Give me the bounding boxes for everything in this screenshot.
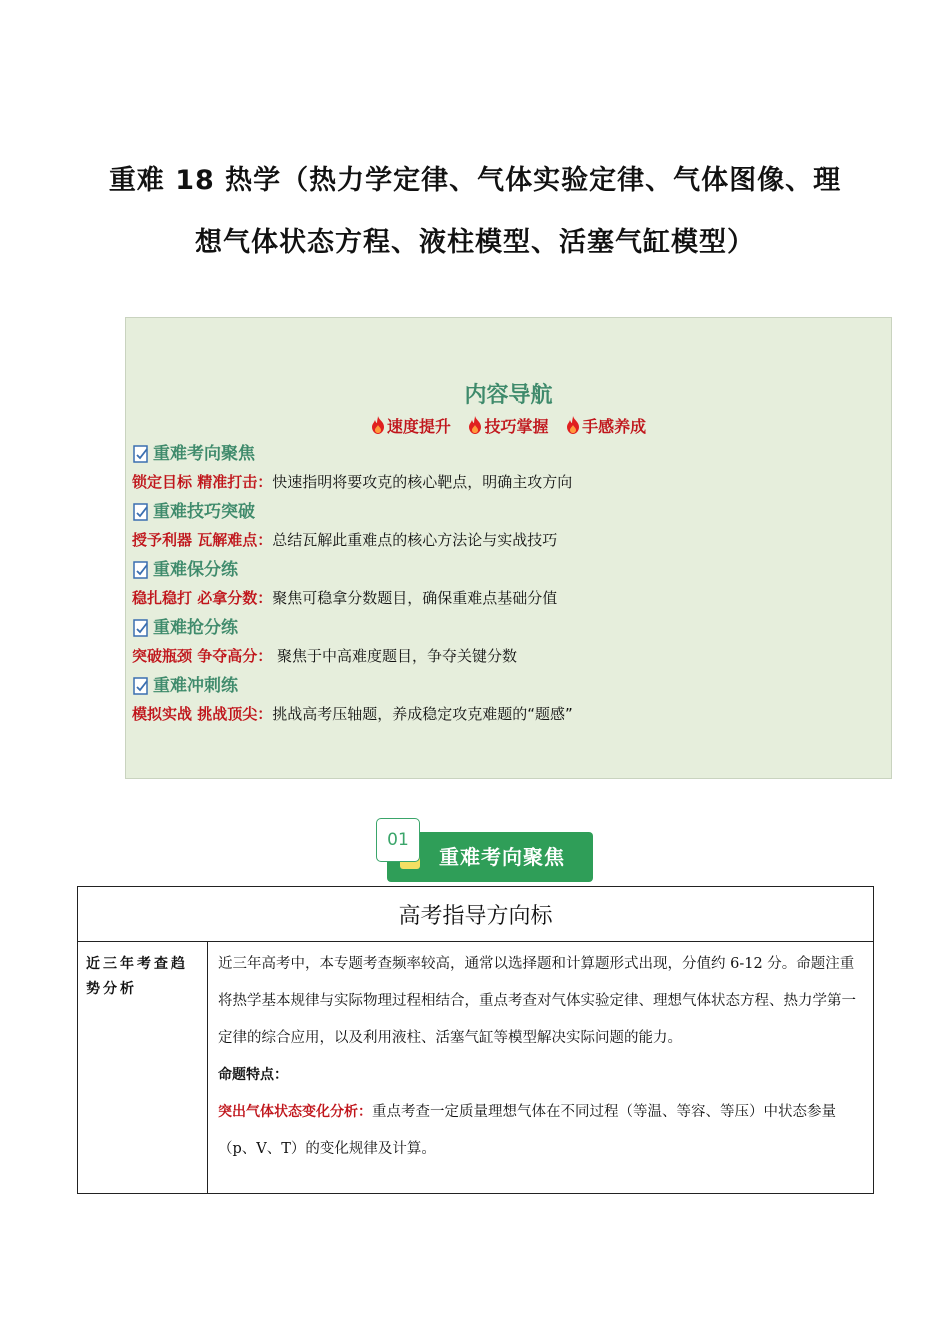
nav-section-description [132, 642, 872, 672]
nav-section-description [132, 584, 872, 614]
document-check-icon [132, 503, 150, 521]
row-label: 近三年考查趋势分析 [78, 942, 208, 1194]
section-highlight: 锁定目标 精准打击： [132, 473, 273, 491]
section-text: 总结瓦解此重难点的核心方法论与实战技巧 [272, 531, 558, 549]
guide-table [77, 886, 874, 1194]
section-highlight: 模拟实战 挑战顶尖： [132, 705, 273, 723]
table-row [78, 942, 874, 1194]
section-badge [376, 818, 596, 884]
content-navigation-box [125, 317, 892, 779]
nav-section-heading[interactable] [132, 440, 872, 468]
features-label: 命题特点： [218, 1067, 288, 1083]
nav-section-description [132, 526, 872, 556]
nav-section-description [132, 700, 872, 730]
document-check-icon [132, 445, 150, 463]
section-heading-label: 重难考向聚焦 [153, 444, 255, 464]
section-highlight: 稳扎稳打 必拿分数： [132, 589, 273, 607]
trend-paragraph: 近三年高考中，本专题考查频率较高，通常以选择题和计算题形式出现，分值约 6-12 分。命题注重将热学基本规律与实际物理过程相结合，重点考查对气体实验定律、理想气体状态方程、热力学第一定律的综合应用，以及利用液柱、活塞气缸等模型解决实际问题的能力。 [218, 956, 856, 1046]
section-text: 挑战高考压轴题，养成稳定攻克难题的“题感” [272, 705, 573, 723]
flame-icon [566, 416, 580, 434]
flame-icon [468, 416, 482, 434]
nav-section-heading[interactable] [132, 556, 872, 584]
nav-tag-skill [468, 417, 554, 436]
section-heading-label: 重难保分练 [153, 560, 238, 580]
title-line-1: 重难 18 热学（热力学定律、气体实验定律、气体图像、理 [108, 165, 842, 196]
section-highlight: 授予利器 瓦解难点： [132, 531, 273, 549]
nav-tag-label: 技巧掌握 [484, 417, 549, 436]
nav-tag-speed [371, 417, 457, 436]
nav-title: 内容导航 [464, 383, 553, 408]
section-text: 聚焦可稳拿分数题目，确保重难点基础分值 [272, 589, 558, 607]
section-highlight: 突破瓶颈 争夺高分： [132, 647, 273, 665]
nav-section-heading[interactable] [132, 498, 872, 526]
section-heading-label: 重难技巧突破 [153, 502, 255, 522]
nav-section-heading[interactable] [132, 672, 872, 700]
nav-sections [132, 440, 872, 730]
feature-highlight: 突出气体状态变化分析： [218, 1104, 372, 1120]
nav-tag-label: 手感养成 [582, 417, 647, 436]
table-header-row [78, 887, 874, 942]
section-text: 聚焦于中高难度题目，争夺关键分数 [272, 647, 518, 665]
badge-label: 重难考向聚焦 [439, 845, 565, 869]
nav-section-heading[interactable] [132, 614, 872, 642]
nav-tags [126, 414, 891, 437]
table-header: 高考指导方向标 [78, 887, 874, 942]
feature-text: 重点考查一定质量理想气体在不同过程（等温、等容、等压）中状态参量（p、V、T）的变化规律及计算。 [218, 1104, 836, 1157]
feature-item [218, 1094, 865, 1168]
section-heading-label: 重难冲刺练 [153, 676, 238, 696]
section-heading-label: 重难抢分练 [153, 618, 238, 638]
nav-tag-feel [566, 417, 646, 436]
nav-tag-label: 速度提升 [386, 417, 451, 436]
section-text: 快速指明将要攻克的核心靶点，明确主攻方向 [272, 473, 573, 491]
document-check-icon [132, 677, 150, 695]
document-title [60, 150, 890, 274]
document-check-icon [132, 619, 150, 637]
flame-icon [371, 416, 385, 434]
document-check-icon [132, 561, 150, 579]
title-line-2: 想气体状态方程、液柱模型、活塞气缸模型） [195, 227, 755, 258]
badge-number: 01 [376, 818, 420, 862]
nav-section-description [132, 468, 872, 498]
row-content [208, 942, 874, 1194]
